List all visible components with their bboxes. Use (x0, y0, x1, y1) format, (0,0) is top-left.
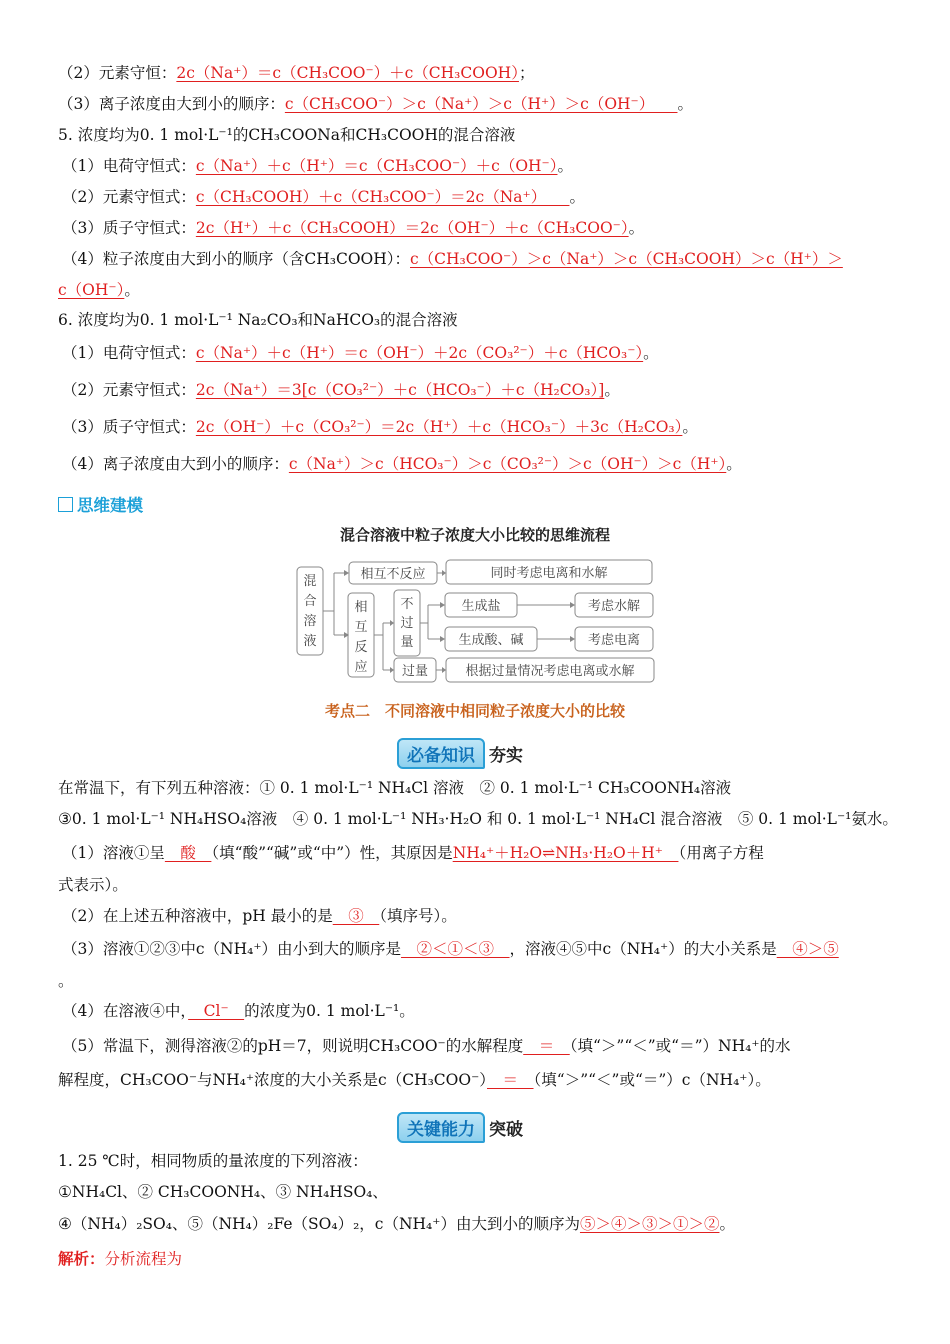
answer: ③ (332, 907, 380, 925)
node-label: 量 (400, 635, 414, 650)
connector-react (374, 623, 390, 670)
arrowhead (344, 570, 349, 576)
problem-1-question: ④（NH₄）₂SO₄、⑤（NH₄）₂Fe（SO₄）₂，c（NH₄⁺）由大到小的顺序为⑤＞④＞③＞①＞②。 (58, 1215, 735, 1233)
answer: ⑤＞④＞③＞①＞② (579, 1215, 720, 1233)
answer: c（CH₃COO⁻）＞c（Na⁺）＞c（CH₃COOH）＞c（H⁺）＞ (410, 250, 843, 268)
section-title: 思维建模 (58, 492, 143, 516)
question-4: （4）在溶液④中， Cl⁻ 的浓度为0. 1 mol·L⁻¹。 (62, 1002, 415, 1020)
node-label: 溶 (303, 614, 317, 629)
connector-not-excess (420, 605, 440, 639)
node-label: 根据过量情况考虑电离或水解 (465, 664, 635, 679)
answer: 2c（Na⁺）＝c（CH₃COO⁻）＋c（CH₃COOH） (176, 64, 519, 82)
answer: c（CH₃COOH）＋c（CH₃COO⁻）＝2c（Na⁺） (195, 188, 570, 206)
q5-order: （4）粒子浓度由大到小的顺序（含CH₃COOH）：c（CH₃COO⁻）＞c（Na⁺）＞c（CH₃COOH）＞c（H⁺）＞ (62, 250, 843, 268)
answer: c（Na⁺）＋c（H⁺）＝c（OH⁻）＋2c（CO₃²⁻）＋c（HCO₃⁻） (195, 344, 644, 362)
line-element-conservation: （2）元素守恒：2c（Na⁺）＝c（CH₃COO⁻）＋c（CH₃COOH）； (58, 64, 535, 82)
banner-key-ability: 关键能力 突破 (397, 1112, 523, 1143)
node-label: 应 (354, 660, 368, 675)
answer: NH₄⁺＋H₂O⇌NH₃·H₂O＋H⁺ (452, 844, 679, 862)
question-3: （3）溶液①②③中c（NH₄⁺）由小到大的顺序是 ②＜①＜③ ，溶液④⑤中c（NH₄⁺）的大小关系是 ④＞⑤ (62, 940, 839, 958)
problem-1: 1. 25 ℃时，相同物质的量浓度的下列溶液： (58, 1152, 368, 1170)
answer: 2c（H⁺）＋c（CH₃COOH）＝2c（OH⁻）＋c（CH₃COO⁻） (195, 219, 629, 237)
diagram-title: 混合溶液中粒子浓度大小比较的思维流程 (339, 526, 610, 544)
analysis: 解析：分析流程为 (58, 1250, 183, 1268)
problem-1-list: ①NH₄Cl、② CH₃COONH₄、③ NH₄HSO₄、 (58, 1183, 388, 1201)
connector-arrows (436, 573, 570, 670)
arrowhead (570, 636, 575, 642)
arrowhead (442, 667, 446, 673)
line-ion-order: （3）离子浓度由大到小的顺序：c（CH₃COO⁻）＞c（Na⁺）＞c（H⁺）＞c（OH⁻） 。 (58, 95, 694, 113)
flow-diagram (290, 555, 670, 690)
q6-proton: （3）质子守恒式：2c（OH⁻）＋c（CO₃²⁻）＝2c（H⁺）＋c（HCO₃⁻）＋3c（H₂CO₃）。 (62, 418, 698, 436)
node-label: 同时考虑电离和水解 (490, 566, 608, 581)
answer: c（OH⁻） (58, 281, 125, 299)
answer: ②＜①＜③ (401, 940, 510, 958)
arrowhead (440, 636, 445, 642)
paragraph: ③0. 1 mol·L⁻¹ NH₄HSO₄溶液 ④ 0. 1 mol·L⁻¹ NH₃·H₂O 和 0. 1 mol·L⁻¹ NH₄Cl 混合溶液 ⑤ 0. 1 mol·L⁻¹氨水。 (58, 810, 898, 828)
question-6-title: 6. 浓度均为0. 1 mol·L⁻¹ Na₂CO₃和NaHCO₃的混合溶液 (58, 311, 458, 329)
question-5-title: 5. 浓度均为0. 1 mol·L⁻¹的CH₃COONa和CH₃COOH的混合溶液 (58, 126, 516, 144)
node-label: 生成酸、碱 (458, 633, 524, 648)
arrowhead (442, 570, 446, 576)
answer: Cl⁻ (188, 1002, 245, 1020)
node-label: 生成盐 (461, 599, 501, 614)
node-label: 相 (354, 600, 368, 615)
question-5-cont: 解程度，CH₃COO⁻与NH₄⁺浓度的大小关系是c（CH₃COO⁻） ＝ （填“＞”“＜”或“＝”）c（NH₄⁺）。 (58, 1071, 771, 1089)
question-5: （5）常温下，测得溶液②的pH＝7，则说明CH₃COO⁻的水解程度 ＝ （填“＞”“＜”或“＝”）NH₄⁺的水 (62, 1037, 791, 1055)
answer: c（Na⁺）＋c（H⁺）＝c（CH₃COO⁻）＋c（OH⁻） (195, 157, 558, 175)
question-3-cont: 。 (58, 972, 74, 990)
square-icon (58, 497, 73, 512)
topic-heading: 考点二 不同溶液中相同粒子浓度大小的比较 (324, 702, 625, 720)
node-label: 互 (354, 620, 368, 635)
arrowhead (390, 667, 394, 673)
node-label: 过 (400, 616, 414, 631)
node-label: 过量 (401, 664, 429, 679)
node-label: 反 (354, 640, 368, 655)
node-label: 考虑电离 (587, 633, 641, 648)
q6-element: （2）元素守恒式：2c（Na⁺）＝3[c（CO₃²⁻）＋c（HCO₃⁻）＋c（H₂CO₃）]。 (62, 381, 620, 399)
node-label: 合 (303, 594, 317, 609)
answer: c（CH₃COO⁻）＞c（Na⁺）＞c（H⁺）＞c（OH⁻） (284, 95, 678, 113)
answer: 酸 (164, 844, 212, 862)
node-label: 液 (303, 634, 317, 649)
node-label: 相互不反应 (360, 567, 426, 582)
answer: 2c（Na⁺）＝3[c（CO₃²⁻）＋c（HCO₃⁻）＋c（H₂CO₃）] (195, 381, 605, 399)
arrowhead (440, 602, 445, 608)
answer: ＝ (487, 1071, 534, 1089)
arrowhead (390, 620, 394, 626)
q5-proton: （3）质子守恒式：2c（H⁺）＋c（CH₃COOH）＝2c（OH⁻）＋c（CH₃COO⁻）。 (62, 219, 645, 237)
answer: ④＞⑤ (776, 940, 839, 958)
question-2: （2）在上述五种溶液中，pH 最小的是 ③ （填序号）。 (62, 907, 457, 925)
node-label: 混 (303, 574, 317, 589)
answer: 2c（OH⁻）＋c（CO₃²⁻）＝2c（H⁺）＋c（HCO₃⁻）＋3c（H₂CO₃） (195, 418, 683, 436)
node-label: 考虑水解 (587, 599, 641, 614)
banner-essential-knowledge: 必备知识 夯实 (397, 738, 523, 769)
q6-charge: （1）电荷守恒式：c（Na⁺）＋c（H⁺）＝c（OH⁻）＋2c（CO₃²⁻）＋c（HCO₃⁻）。 (62, 344, 659, 362)
arrowhead (570, 602, 575, 608)
question-1: （1）溶液①呈 酸 （填“酸”“碱”或“中”）性，其原因是NH₄⁺＋H₂O⇌NH₃·H₂O＋H⁺ （用离子方程 (62, 844, 764, 862)
connector-root (323, 573, 344, 635)
q6-order: （4）离子浓度由大到小的顺序：c（Na⁺）＞c（HCO₃⁻）＞c（CO₃²⁻）＞c（OH⁻）＞c（H⁺）。 (62, 455, 742, 473)
answer: c（Na⁺）＞c（HCO₃⁻）＞c（CO₃²⁻）＞c（OH⁻）＞c（H⁺） (288, 455, 727, 473)
q5-element: （2）元素守恒式：c（CH₃COOH）＋c（CH₃COO⁻）＝2c（Na⁺） 。 (62, 188, 585, 206)
node-label: 不 (400, 597, 414, 612)
question-1-cont: 式表示）。 (58, 876, 128, 894)
answer: ＝ (523, 1037, 570, 1055)
paragraph: 在常温下，有下列五种溶液：① 0. 1 mol·L⁻¹ NH₄Cl 溶液 ② 0. 1 mol·L⁻¹ CH₃COONH₄溶液 (58, 779, 732, 797)
q5-order-cont: c（OH⁻）。 (58, 281, 140, 299)
q5-charge: （1）电荷守恒式：c（Na⁺）＋c（H⁺）＝c（CH₃COO⁻）＋c（OH⁻）。 (62, 157, 574, 175)
